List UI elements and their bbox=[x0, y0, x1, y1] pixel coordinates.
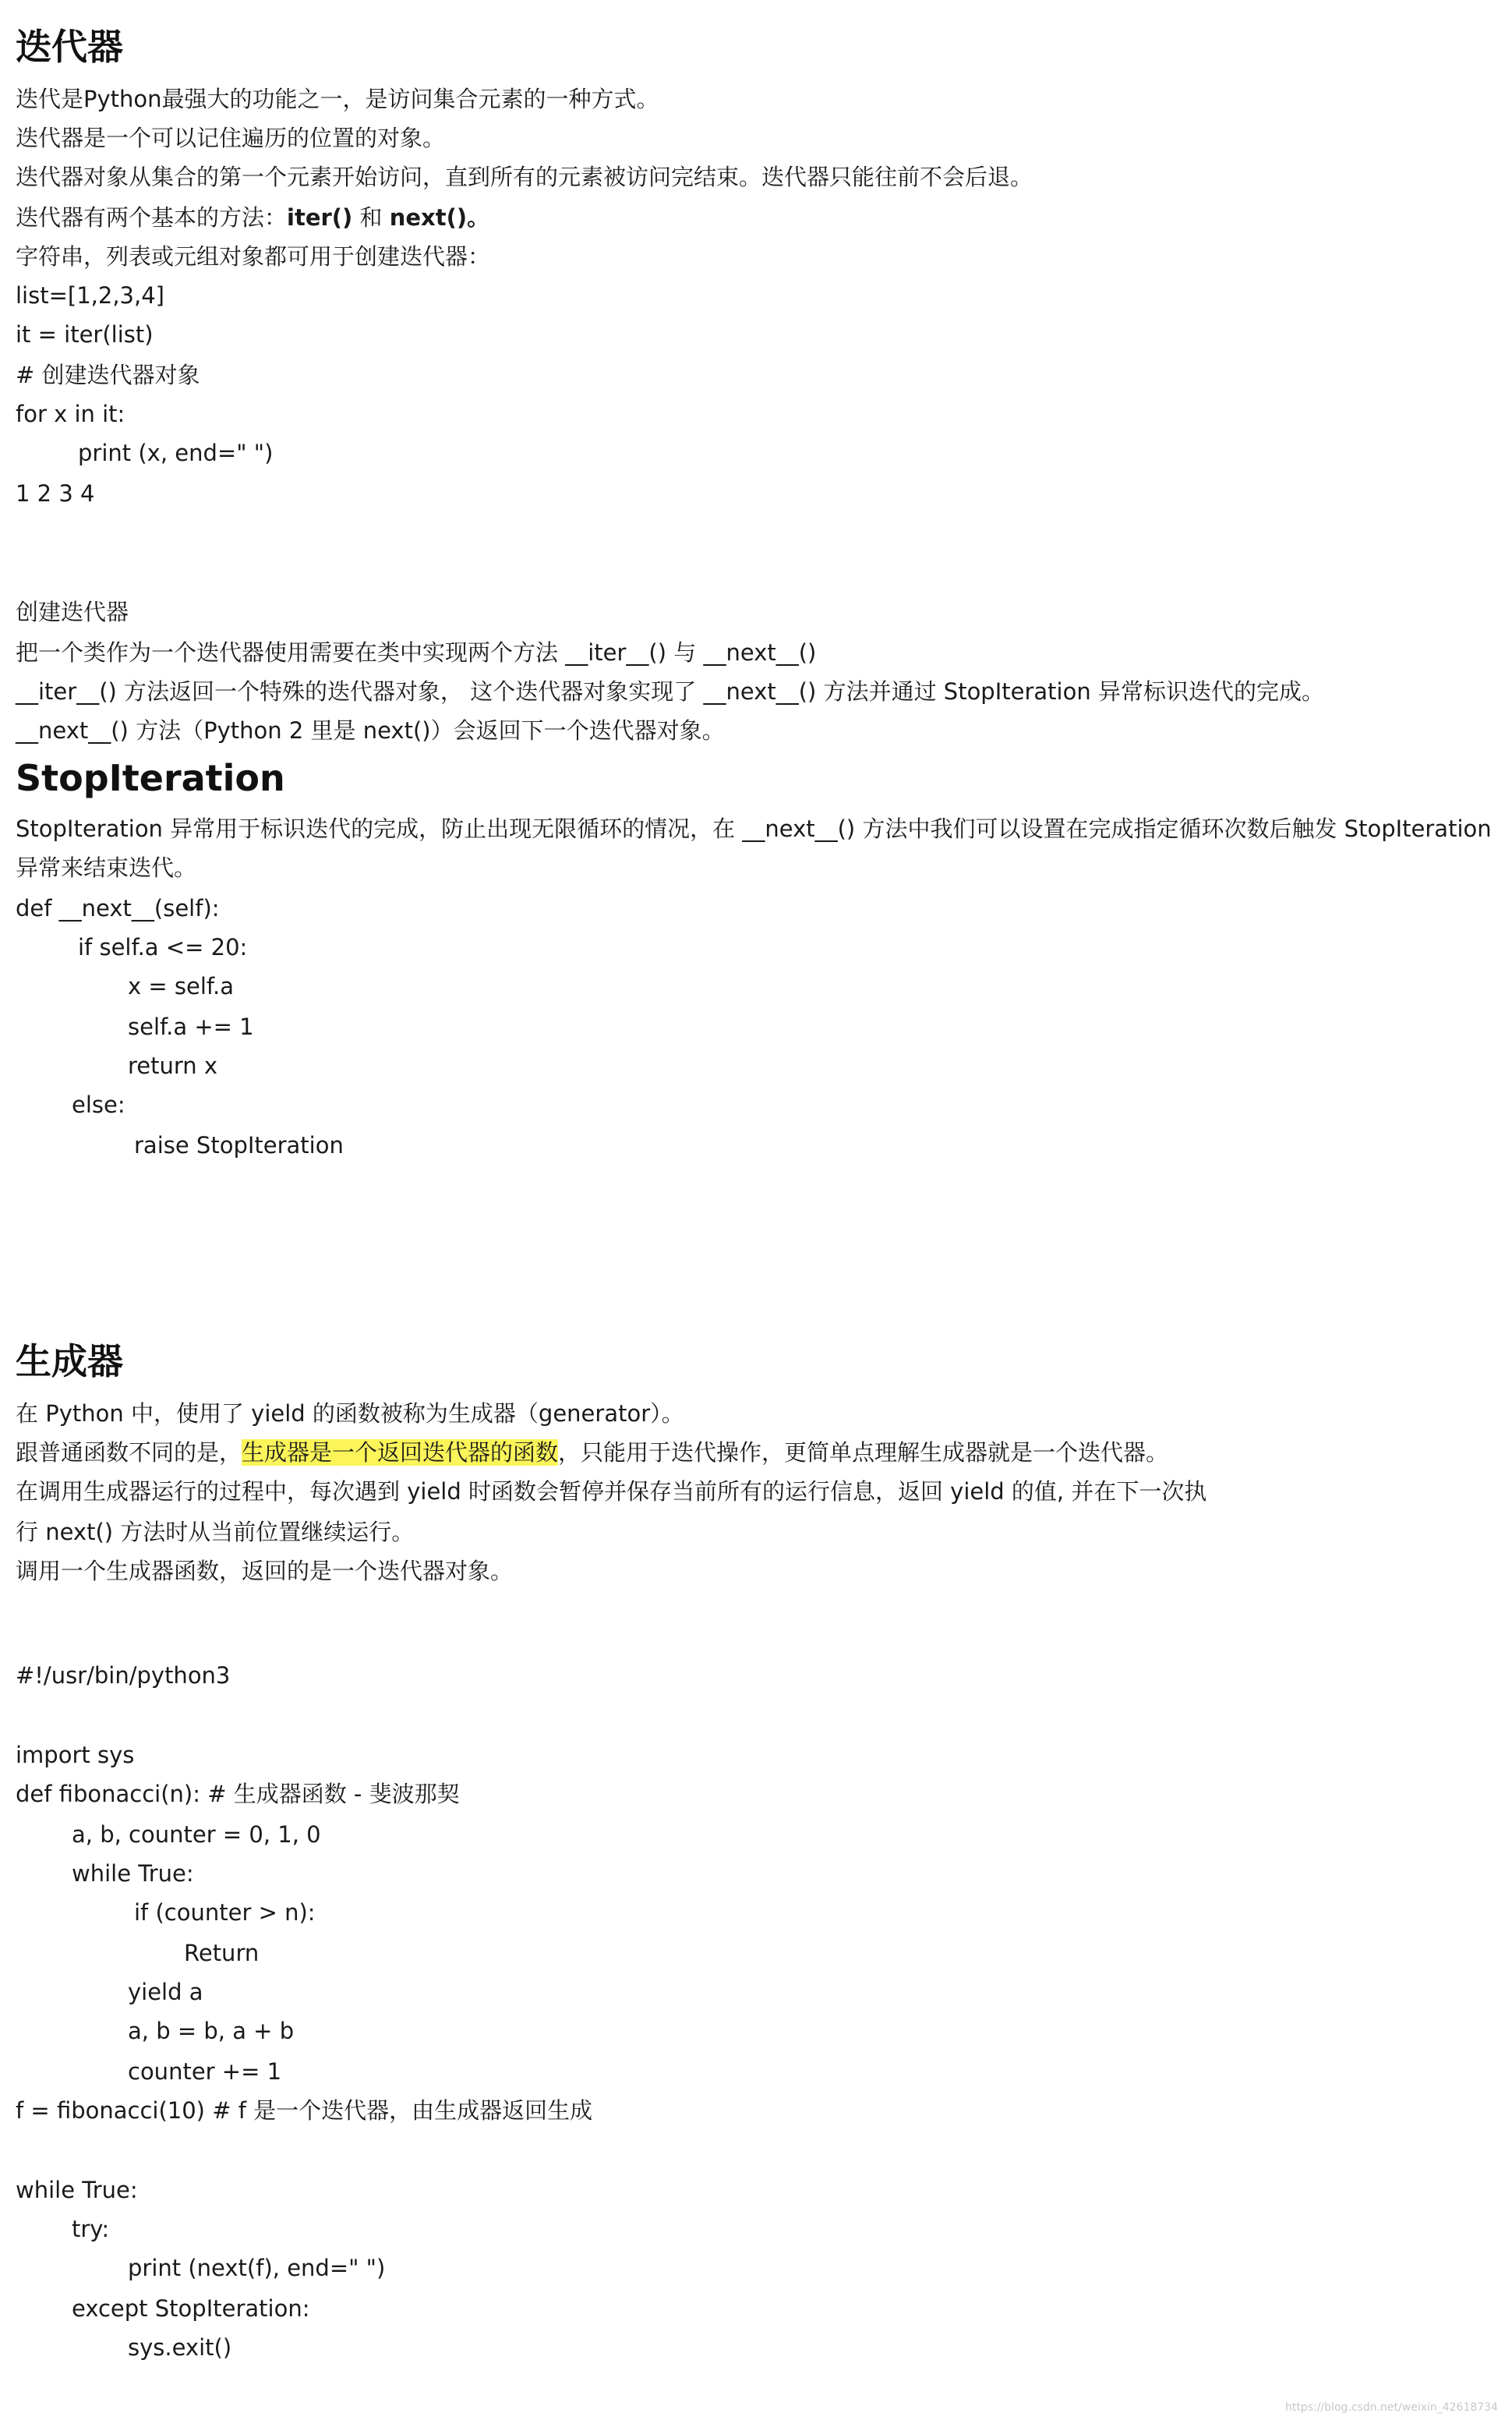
paragraph: 把一个类作为一个迭代器使用需要在类中实现两个方法 __iter__() 与 __next__() bbox=[16, 639, 817, 666]
paragraph: __iter__() 方法返回一个特殊的迭代器对象， 这个迭代器对象实现了 __next__() 方法并通过 StopIteration 异常标识迭代的完成。 bbox=[16, 678, 1324, 705]
and-text: 和 bbox=[352, 204, 390, 231]
paragraph: 字符串，列表或元组对象都可用于创建迭代器： bbox=[16, 243, 491, 270]
paragraph: 迭代是Python最强大的功能之一，是访问集合元素的一种方式。 bbox=[16, 86, 659, 112]
code-line: # 创建迭代器对象 bbox=[16, 362, 200, 388]
next-method: next()。 bbox=[389, 204, 490, 231]
code-line: raise StopIteration bbox=[134, 1132, 344, 1159]
code-line: for x in it: bbox=[16, 401, 125, 427]
code-line: self.a += 1 bbox=[128, 1014, 254, 1040]
paragraph: StopIteration 异常用于标识迭代的完成，防止出现无限循环的情况，在 __next__() 方法中我们可以设置在完成指定循环次数后触发 StopIteration bbox=[16, 816, 1492, 842]
code-line: def __next__(self): bbox=[16, 895, 220, 922]
paragraph: 迭代器对象从集合的第一个元素开始访问，直到所有的元素被访问完结束。迭代器只能往前不会后退。 bbox=[16, 164, 1033, 190]
code-line: print (next(f), end=" ") bbox=[128, 2255, 386, 2281]
code-line: it = iter(list) bbox=[16, 321, 154, 348]
paragraph: 迭代器是一个可以记住遍历的位置的对象。 bbox=[16, 125, 446, 151]
code-line: counter += 1 bbox=[128, 2058, 282, 2085]
code-output: 1 2 3 4 bbox=[16, 480, 95, 507]
code-line: except StopIteration: bbox=[72, 2295, 310, 2322]
generator-heading: 生成器 bbox=[16, 1340, 123, 1382]
paragraph: 在 Python 中，使用了 yield 的函数被称为生成器（generator）。 bbox=[16, 1400, 684, 1427]
code-line: while True: bbox=[72, 1860, 194, 1887]
paragraph: 调用一个生成器函数，返回的是一个迭代器对象。 bbox=[16, 1558, 514, 1584]
code-line: yield a bbox=[128, 1979, 203, 2005]
highlight-rest: ，只能用于迭代操作，更简单点理解生成器就是一个迭代器。 bbox=[558, 1439, 1169, 1466]
code-line: else: bbox=[72, 1091, 125, 1118]
code-line: if self.a <= 20: bbox=[78, 934, 248, 961]
code-line: x = self.a bbox=[128, 973, 234, 999]
code-line: f = fibonacci(10) # f 是一个迭代器，由生成器返回生成 bbox=[16, 2097, 593, 2124]
paragraph: 在调用生成器运行的过程中，每次遇到 yield 时函数会暂停并保存当前所有的运行信息，返回 yield 的值, 并在下一次执 bbox=[16, 1478, 1207, 1505]
code-line: while True: bbox=[16, 2177, 138, 2203]
code-line: a, b, counter = 0, 1, 0 bbox=[72, 1821, 321, 1848]
code-line: sys.exit() bbox=[128, 2334, 232, 2361]
code-line: import sys bbox=[16, 1742, 135, 1768]
paragraph: 行 next() 方法时从当前位置继续运行。 bbox=[16, 1519, 415, 1545]
iter-method: iter() bbox=[287, 204, 353, 231]
highlighted-text: 生成器是一个返回迭代器的函数 bbox=[242, 1439, 559, 1466]
code-line: if (counter > n): bbox=[134, 1899, 316, 1926]
code-line: #!/usr/bin/python3 bbox=[16, 1662, 231, 1689]
code-line: try: bbox=[72, 2216, 110, 2242]
code-line: Return bbox=[184, 1940, 260, 1966]
highlight-intro: 跟普通函数不同的是， bbox=[16, 1439, 242, 1466]
code-line: a, b = b, a + b bbox=[128, 2018, 295, 2044]
code-line: def fibonacci(n): # 生成器函数 - 斐波那契 bbox=[16, 1781, 460, 1807]
paragraph: 异常来结束迭代。 bbox=[16, 854, 197, 881]
paragraph: __next__() 方法（Python 2 里是 next()）会返回下一个迭代器对象。 bbox=[16, 717, 725, 744]
code-line: print (x, end=" ") bbox=[78, 440, 274, 466]
watermark: https://blog.csdn.net/weixin_42618734 bbox=[1284, 2401, 1498, 2414]
paragraph-methods bbox=[16, 200, 489, 235]
code-line: return x bbox=[128, 1053, 218, 1079]
create-iterator-heading: 创建迭代器 bbox=[16, 599, 129, 625]
code-line: list=[1,2,3,4] bbox=[16, 282, 164, 309]
stopiteration-heading: StopIteration bbox=[16, 757, 285, 799]
iterator-heading: 迭代器 bbox=[16, 26, 123, 68]
methods-intro: 迭代器有两个基本的方法： bbox=[16, 204, 288, 231]
paragraph-highlight bbox=[16, 1435, 1168, 1470]
